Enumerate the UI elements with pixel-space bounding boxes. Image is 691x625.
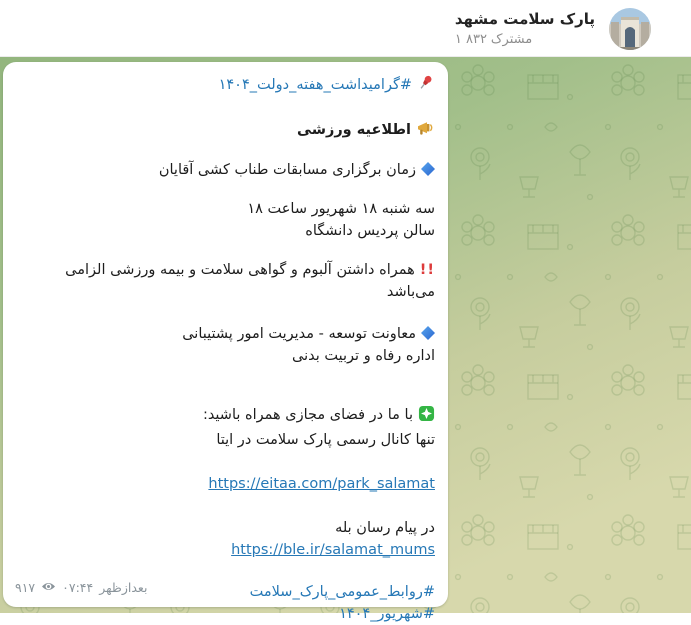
event-row: [16, 159, 435, 181]
bale-row: [16, 517, 435, 561]
channel-info[interactable]: [455, 9, 595, 49]
message-bubble: [3, 62, 448, 622]
pinned-hashtag[interactable]: #گرامیداشت_هفته_دولت_۱۴۰۴: [218, 77, 412, 93]
message-meta: [15, 577, 147, 599]
bale-link[interactable]: https://ble.ir/salamat_mums: [231, 542, 435, 558]
venue-line: سالن پردیس دانشگاه: [305, 223, 435, 239]
avatar[interactable]: [609, 8, 651, 50]
requirement-row: [16, 259, 435, 303]
pinned-hashtag-row: [16, 74, 435, 99]
social-row: [16, 404, 435, 451]
eitaa-link[interactable]: https://eitaa.com/park_salamat: [208, 476, 435, 492]
hashtag-public-relations[interactable]: #روابط_عمومی_پارک_سلامت: [249, 584, 435, 600]
datetime-line: سه شنبه ۱۸ شهریور ساعت ۱۸: [247, 201, 435, 217]
channel-title: پارک سلامت مشهد: [454, 10, 595, 28]
hashtag-month[interactable]: #شهریور_۱۴۰۴: [339, 606, 435, 622]
double-exclamation-icon: !!: [419, 262, 435, 278]
requirement-line: همراه داشتن آلبوم و گواهی سلامت و بیمه ورزشی الزامی می‌باشد: [65, 262, 435, 300]
blue-diamond-icon: [421, 162, 435, 176]
notice-title-row: [16, 119, 435, 144]
subscriber-label: مشترک: [490, 32, 533, 47]
subscriber-count: ۱ ۸۳۲: [454, 32, 487, 47]
dept-line-1: معاونت توسعه - مدیریت امور پشتیبانی: [182, 326, 416, 342]
pushpin-icon: [417, 74, 435, 99]
views-count: ۹۱۷: [15, 580, 36, 595]
chat-area: [0, 57, 691, 622]
megaphone-icon: [416, 120, 435, 144]
notice-title: اطلاعیه ورزشی: [297, 122, 411, 138]
bale-text: در پیام رسان بله: [335, 520, 435, 536]
blue-diamond-icon: [421, 326, 435, 340]
department-row: [16, 323, 435, 367]
message-time-period: بعدازظهر: [99, 580, 148, 595]
app-header: [0, 0, 691, 57]
social-line-1: با ما در فضای مجازی همراه باشید:: [202, 407, 413, 423]
green-sparkle-icon: [418, 405, 435, 429]
dept-line-2: اداره رفاه و تربیت بدنی: [292, 348, 435, 364]
views-eye-icon: [41, 577, 56, 599]
channel-subscribers: [455, 31, 595, 49]
avatar-image: [609, 8, 651, 50]
datetime-row: [16, 198, 435, 242]
event-line: زمان برگزاری مسابقات طناب کشی آقایان: [158, 162, 416, 178]
message-time: ۰۷:۴۴: [62, 580, 94, 595]
social-line-2: تنها کانال رسمی پارک سلامت در ایتا: [216, 432, 435, 448]
eitaa-link-row: [16, 473, 435, 495]
